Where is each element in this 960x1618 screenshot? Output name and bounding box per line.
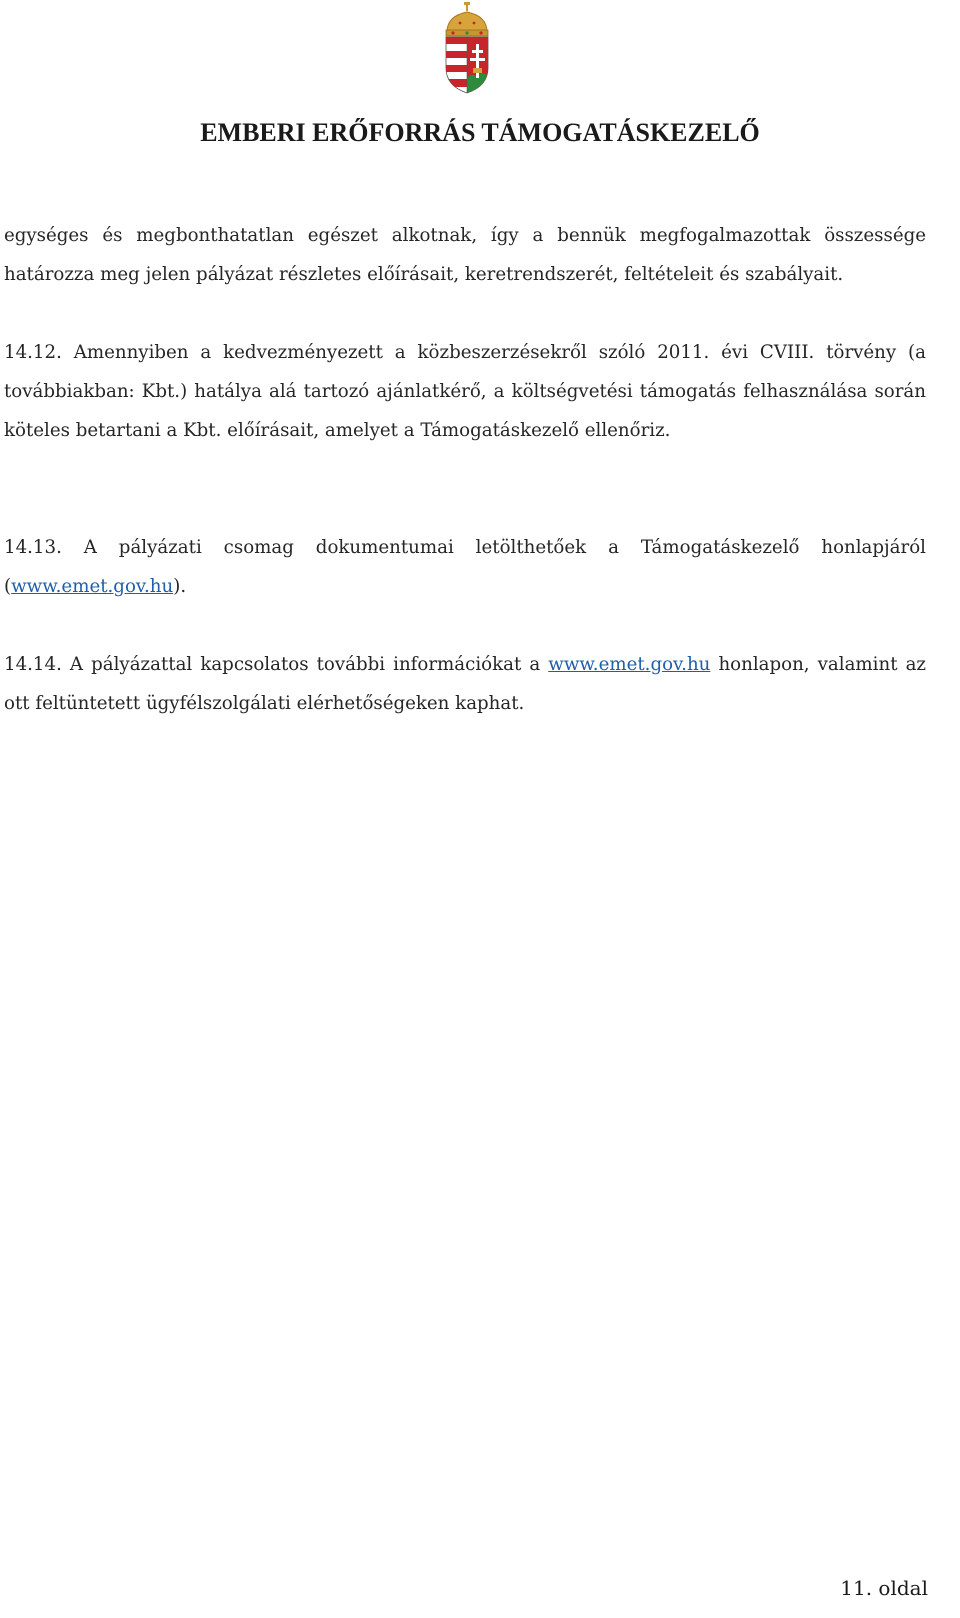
paragraph-continuation: egységes és megbonthatatlan egészet alkotnak, így a bennük megfogalmazottak összessége határozza meg jelen pályázat részletes előírásait, keretrendszerét, feltételeit és szabályait. [4,225,926,285]
hungarian-coat-of-arms-icon [441,2,493,94]
paragraph-14-13-text: 14.13. A pályázati csomag dokumentumai letölthetőek a Támogatáskezelő honlapjáról ( [4,537,926,597]
emet-website-link-2[interactable]: www.emet.gov.hu [548,654,711,675]
paragraph-14-14 [4,645,926,723]
paragraph-14-12: 14.12. Amennyiben a kedvezményezett a közbeszerzésekről szóló 2011. évi CVIII. törvény (a továbbiakban: Kbt.) hatálya alá tartozó ajánlatkérő, a költségvetési támogatás felhasználása során köteles betartani a Kbt. előírásait, amelyet a Támogatáskezelő ellenőriz. [4,342,926,441]
emet-website-link[interactable]: www.emet.gov.hu [11,576,174,597]
page-number: 11. oldal [840,1576,928,1600]
organization-title: EMBERI ERŐFORRÁS TÁMOGATÁSKEZELŐ [200,118,760,147]
document-body [4,216,926,723]
paragraph-14-13-close: ). [173,576,187,597]
paragraph-14-14-rest: honlapon, valamint az ott feltüntetett ügyfélszolgálati elérhetőségeken kaphat. [4,654,926,714]
paragraph-14-13 [4,528,926,606]
paragraph-14-14-text: 14.14. A pályázattal kapcsolatos további információkat a [4,654,549,675]
